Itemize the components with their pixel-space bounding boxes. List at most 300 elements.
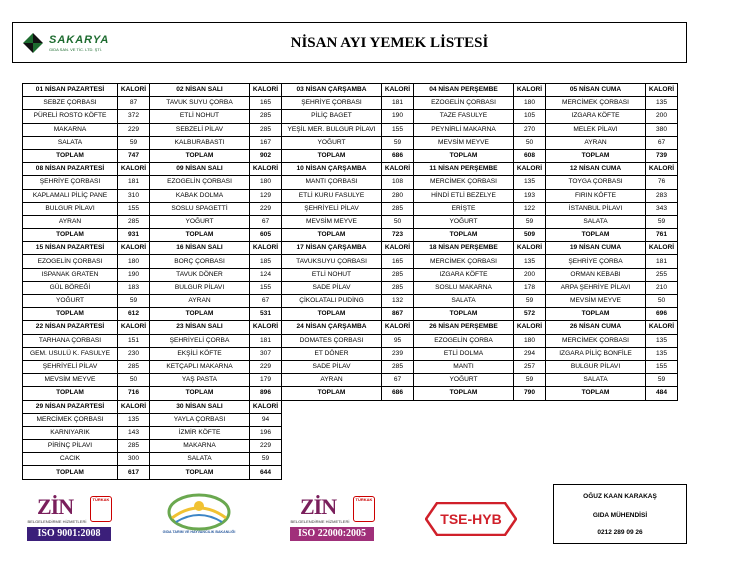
- dish-kalori: 180: [118, 255, 150, 268]
- dish-kalori: 200: [514, 268, 546, 281]
- dish-name: BULGUR PİLAVI: [23, 202, 118, 215]
- total-row: [23, 149, 678, 162]
- dish-name: ERİŞTE: [414, 202, 514, 215]
- total-value: 761: [646, 229, 678, 242]
- kalori-header: KALORİ: [514, 163, 546, 176]
- dish-kalori: 151: [118, 334, 150, 347]
- total-value: 572: [514, 308, 546, 321]
- dish-name: TAZE FASULYE: [414, 110, 514, 123]
- dish-kalori: 181: [250, 334, 282, 347]
- dish-name: MANTI ÇORBASI: [282, 176, 382, 189]
- day-header-row: [23, 321, 678, 334]
- total-value: 484: [646, 387, 678, 400]
- dish-name: IZGARA PİLİÇ BONFİLE: [546, 347, 646, 360]
- empty-cell: [546, 426, 646, 439]
- day-header: 11 NİSAN PERŞEMBE: [414, 163, 514, 176]
- table-row: [23, 176, 678, 189]
- dish-name: AYRAN: [23, 215, 118, 228]
- iso-22000-certificate: [290, 492, 376, 542]
- dish-kalori: 76: [646, 176, 678, 189]
- empty-cell: [546, 453, 646, 466]
- empty-cell: [282, 453, 382, 466]
- dish-name: YOĞURT: [150, 215, 250, 228]
- dish-name: BULGUR PİLAVI: [546, 360, 646, 373]
- dish-name: EZOGELİN ÇORBASI: [414, 97, 514, 110]
- day-header: 10 NİSAN ÇARŞAMBA: [282, 163, 382, 176]
- empty-cell: [382, 413, 414, 426]
- empty-cell: [282, 413, 382, 426]
- kalori-header: KALORİ: [118, 163, 150, 176]
- dish-name: GÜL BÖREĞİ: [23, 281, 118, 294]
- table-row: [23, 189, 678, 202]
- dish-name: CACIK: [23, 453, 118, 466]
- dish-name: ŞEHRİYELİ PİLAV: [23, 360, 118, 373]
- dish-kalori: 343: [646, 202, 678, 215]
- total-label: TOPLAM: [414, 149, 514, 162]
- dish-name: ETLİ NOHUT: [150, 110, 250, 123]
- dish-kalori: 135: [646, 347, 678, 360]
- empty-cell: [546, 400, 646, 413]
- empty-cell: [646, 453, 678, 466]
- dish-name: MEVSİM MEYVE: [282, 215, 382, 228]
- total-row: [23, 229, 678, 242]
- dish-kalori: 95: [382, 334, 414, 347]
- dish-name: MAKARNA: [23, 123, 118, 136]
- day-header: 04 NİSAN PERŞEMBE: [414, 84, 514, 97]
- dish-kalori: 183: [118, 281, 150, 294]
- table-row: [23, 426, 678, 439]
- dish-name: SADE PİLAV: [282, 281, 382, 294]
- total-value: 617: [118, 466, 150, 479]
- total-value: 686: [382, 387, 414, 400]
- empty-cell: [382, 426, 414, 439]
- iso-22000-label: ISO 22000:2005: [290, 527, 374, 541]
- kalori-header: KALORİ: [382, 84, 414, 97]
- dish-name: ISPANAK GRATEN: [23, 268, 118, 281]
- total-label: TOPLAM: [150, 149, 250, 162]
- total-row: [23, 466, 678, 479]
- dish-kalori: 380: [646, 123, 678, 136]
- dish-name: ŞEHRİYE ÇORBASI: [282, 97, 382, 110]
- zin-logo-subtitle: BELGELENDİRME HİZMETLERİ: [290, 519, 350, 524]
- table-row: [23, 268, 678, 281]
- kalori-header: KALORİ: [118, 400, 150, 413]
- zin-logo-subtitle: BELGELENDİRME HİZMETLERİ: [27, 519, 87, 524]
- total-value: 931: [118, 229, 150, 242]
- kalori-header: KALORİ: [646, 321, 678, 334]
- dish-name: HİNDİ ETLİ BEZELYE: [414, 189, 514, 202]
- dish-kalori: 270: [514, 123, 546, 136]
- total-label: TOPLAM: [282, 229, 382, 242]
- dish-name: TAVUKSUYU ÇORBASI: [282, 255, 382, 268]
- day-header: 09 NİSAN SALI: [150, 163, 250, 176]
- dish-name: İSTANBUL PİLAVI: [546, 202, 646, 215]
- dish-kalori: 280: [382, 189, 414, 202]
- dish-kalori: 165: [250, 97, 282, 110]
- dish-kalori: 285: [250, 123, 282, 136]
- kalori-header: KALORİ: [514, 321, 546, 334]
- day-header: 12 NİSAN CUMA: [546, 163, 646, 176]
- total-row: [23, 387, 678, 400]
- total-value: 509: [514, 229, 546, 242]
- dish-kalori: 178: [514, 281, 546, 294]
- day-header: 22 NİSAN PAZARTESİ: [23, 321, 118, 334]
- dish-kalori: 67: [250, 295, 282, 308]
- dish-name: EZOGELİN ÇORBASI: [23, 255, 118, 268]
- dish-kalori: 129: [250, 189, 282, 202]
- dish-name: MERCİMEK ÇORBASI: [414, 255, 514, 268]
- dish-kalori: 59: [646, 215, 678, 228]
- dish-name: YOĞURT: [414, 215, 514, 228]
- total-label: TOPLAM: [23, 308, 118, 321]
- total-label: TOPLAM: [546, 229, 646, 242]
- table-row: [23, 281, 678, 294]
- dish-kalori: 143: [118, 426, 150, 439]
- total-row: [23, 308, 678, 321]
- empty-cell: [414, 453, 514, 466]
- empty-cell: [414, 400, 514, 413]
- dish-name: SALATA: [546, 215, 646, 228]
- dish-kalori: 230: [118, 347, 150, 360]
- total-label: TOPLAM: [282, 387, 382, 400]
- dish-kalori: 94: [250, 413, 282, 426]
- dish-kalori: 155: [646, 360, 678, 373]
- dish-kalori: 59: [646, 374, 678, 387]
- dish-name: KARNIYARIK: [23, 426, 118, 439]
- dish-kalori: 155: [250, 281, 282, 294]
- dish-kalori: 229: [250, 360, 282, 373]
- iso-9001-certificate: [27, 492, 113, 542]
- dish-kalori: 67: [382, 374, 414, 387]
- dish-name: PİRİNÇ PİLAVI: [23, 440, 118, 453]
- dish-kalori: 283: [646, 189, 678, 202]
- empty-cell: [546, 413, 646, 426]
- dish-name: BORÇ ÇORBASI: [150, 255, 250, 268]
- kalori-header: KALORİ: [514, 242, 546, 255]
- dish-kalori: 196: [250, 426, 282, 439]
- turkak-badge: TÜRKAK: [90, 496, 112, 522]
- dish-kalori: 285: [118, 215, 150, 228]
- header-box: [12, 22, 687, 63]
- day-header-row: [23, 242, 678, 255]
- day-header: 17 NİSAN ÇARŞAMBA: [282, 242, 382, 255]
- dish-name: PİLİÇ BAGET: [282, 110, 382, 123]
- dish-kalori: 300: [118, 453, 150, 466]
- empty-cell: [514, 413, 546, 426]
- day-header: 01 NİSAN PAZARTESİ: [23, 84, 118, 97]
- total-value: 696: [646, 308, 678, 321]
- dish-kalori: 59: [250, 453, 282, 466]
- total-label: TOPLAM: [150, 308, 250, 321]
- dish-kalori: 285: [250, 110, 282, 123]
- day-header: 03 NİSAN ÇARŞAMBA: [282, 84, 382, 97]
- kalori-header: KALORİ: [646, 163, 678, 176]
- total-value: 902: [250, 149, 282, 162]
- dish-name: ŞEHRİYELİ PİLAV: [282, 202, 382, 215]
- total-label: TOPLAM: [414, 308, 514, 321]
- empty-cell: [646, 400, 678, 413]
- total-value: 896: [250, 387, 282, 400]
- dish-name: EKŞİLİ KÖFTE: [150, 347, 250, 360]
- total-label: TOPLAM: [150, 387, 250, 400]
- empty-cell: [382, 440, 414, 453]
- dish-kalori: 59: [514, 295, 546, 308]
- dish-kalori: 285: [382, 360, 414, 373]
- dish-name: ORMAN KEBABI: [546, 268, 646, 281]
- total-value: 531: [250, 308, 282, 321]
- empty-cell: [646, 426, 678, 439]
- dish-kalori: 105: [514, 110, 546, 123]
- dish-kalori: 190: [382, 110, 414, 123]
- total-label: TOPLAM: [546, 387, 646, 400]
- table-row: [23, 360, 678, 373]
- total-label: TOPLAM: [282, 149, 382, 162]
- day-header: 29 NİSAN PAZARTESİ: [23, 400, 118, 413]
- dish-name: IZGARA KÖFTE: [546, 110, 646, 123]
- dish-kalori: 132: [382, 295, 414, 308]
- total-label: TOPLAM: [23, 229, 118, 242]
- dish-kalori: 294: [514, 347, 546, 360]
- contact-phone: 0212 289 09 26: [597, 529, 643, 536]
- dish-kalori: 255: [646, 268, 678, 281]
- dish-kalori: 285: [382, 281, 414, 294]
- dish-kalori: 135: [646, 97, 678, 110]
- dish-kalori: 135: [118, 413, 150, 426]
- dish-name: SALATA: [546, 374, 646, 387]
- total-value: 608: [514, 149, 546, 162]
- table-row: [23, 255, 678, 268]
- logo-subtitle: GIDA SAN. VE TİC. LTD. ŞTİ.: [49, 47, 102, 52]
- tse-hyb-logo: [425, 502, 517, 536]
- dish-kalori: 67: [646, 136, 678, 149]
- empty-cell: [514, 466, 546, 479]
- dish-name: DOMATES ÇORBASI: [282, 334, 382, 347]
- day-header: 30 NİSAN SALI: [150, 400, 250, 413]
- table-row: [23, 215, 678, 228]
- dish-kalori: 87: [118, 97, 150, 110]
- dish-kalori: 59: [514, 215, 546, 228]
- dish-kalori: 257: [514, 360, 546, 373]
- dish-name: ŞEHRİYELİ ÇORBA: [150, 334, 250, 347]
- contact-box: [553, 484, 687, 544]
- dish-name: KABAK DOLMA: [150, 189, 250, 202]
- dish-name: KETÇAPLI MAKARNA: [150, 360, 250, 373]
- empty-cell: [414, 466, 514, 479]
- dish-name: ETLİ NOHUT: [282, 268, 382, 281]
- kalori-header: KALORİ: [250, 242, 282, 255]
- dish-name: YOĞURT: [282, 136, 382, 149]
- dish-kalori: 190: [118, 268, 150, 281]
- dish-name: SADE PİLAV: [282, 360, 382, 373]
- empty-cell: [646, 413, 678, 426]
- empty-cell: [514, 440, 546, 453]
- tse-hyb-label: TSE-HYB: [440, 511, 502, 527]
- ministry-name: GIDA TARIM VE HAYVANCILIK BAKANLIĞI: [162, 530, 236, 534]
- dish-kalori: 124: [250, 268, 282, 281]
- dish-kalori: 239: [382, 347, 414, 360]
- dish-kalori: 285: [382, 202, 414, 215]
- total-value: 739: [646, 149, 678, 162]
- dish-kalori: 285: [118, 440, 150, 453]
- dish-name: SEBZELİ PİLAV: [150, 123, 250, 136]
- dish-name: AYRAN: [282, 374, 382, 387]
- empty-cell: [414, 440, 514, 453]
- dish-name: KALBURABASTI: [150, 136, 250, 149]
- dish-name: ŞEHRİYE ÇORBASI: [23, 176, 118, 189]
- dish-name: FIRIN KÖFTE: [546, 189, 646, 202]
- empty-cell: [282, 466, 382, 479]
- dish-name: ETLİ DOLMA: [414, 347, 514, 360]
- kalori-header: KALORİ: [514, 84, 546, 97]
- table-row: [23, 440, 678, 453]
- table-row: [23, 110, 678, 123]
- iso-9001-label: ISO 9001:2008: [27, 527, 111, 541]
- day-header: 08 NİSAN PAZARTESİ: [23, 163, 118, 176]
- day-header: 05 NİSAN CUMA: [546, 84, 646, 97]
- total-value: 605: [250, 229, 282, 242]
- table-row: [23, 334, 678, 347]
- dish-kalori: 50: [382, 215, 414, 228]
- dish-kalori: 135: [646, 334, 678, 347]
- dish-name: MELEK PİLAVI: [546, 123, 646, 136]
- dish-name: SALATA: [23, 136, 118, 149]
- dish-name: İZMİR KÖFTE: [150, 426, 250, 439]
- dish-kalori: 50: [118, 374, 150, 387]
- table-row: [23, 97, 678, 110]
- day-header: 15 NİSAN PAZARTESİ: [23, 242, 118, 255]
- empty-cell: [414, 426, 514, 439]
- kalori-header: KALORİ: [382, 242, 414, 255]
- dish-name: MERCİMEK ÇORBASI: [546, 97, 646, 110]
- total-label: TOPLAM: [546, 149, 646, 162]
- empty-cell: [382, 466, 414, 479]
- dish-name: TAVUK SUYU ÇORBA: [150, 97, 250, 110]
- empty-cell: [382, 400, 414, 413]
- dish-name: YEŞİL MER. BULGUR PİLAVI: [282, 123, 382, 136]
- dish-kalori: 310: [118, 189, 150, 202]
- dish-name: SALATA: [150, 453, 250, 466]
- day-header: 24 NİSAN ÇARŞAMBA: [282, 321, 382, 334]
- empty-cell: [546, 440, 646, 453]
- dish-kalori: 165: [382, 255, 414, 268]
- dish-name: ETLİ KURU FASULYE: [282, 189, 382, 202]
- total-value: 867: [382, 308, 414, 321]
- total-value: 686: [382, 149, 414, 162]
- page-title: NİSAN AYI YEMEK LİSTESİ: [290, 35, 489, 51]
- kalori-header: KALORİ: [250, 84, 282, 97]
- dish-name: AYRAN: [546, 136, 646, 149]
- empty-cell: [282, 400, 382, 413]
- kalori-header: KALORİ: [118, 321, 150, 334]
- dish-kalori: 229: [250, 202, 282, 215]
- total-label: TOPLAM: [414, 229, 514, 242]
- dish-kalori: 180: [250, 176, 282, 189]
- dish-kalori: 50: [514, 136, 546, 149]
- dish-name: IZGARA KÖFTE: [414, 268, 514, 281]
- dish-name: PÜRELİ ROSTO KÖFTE: [23, 110, 118, 123]
- total-value: 790: [514, 387, 546, 400]
- empty-cell: [514, 400, 546, 413]
- table-row: [23, 413, 678, 426]
- dish-name: YOĞURT: [23, 295, 118, 308]
- kalori-header: KALORİ: [118, 242, 150, 255]
- menu-table: [22, 83, 678, 480]
- day-header: 23 NİSAN SALI: [150, 321, 250, 334]
- dish-kalori: 179: [250, 374, 282, 387]
- total-value: 716: [118, 387, 150, 400]
- dish-kalori: 155: [118, 202, 150, 215]
- dish-kalori: 108: [382, 176, 414, 189]
- dish-kalori: 193: [514, 189, 546, 202]
- ministry-logo: [160, 492, 238, 542]
- dish-name: TARHANA ÇORBASI: [23, 334, 118, 347]
- dish-name: SALATA: [414, 295, 514, 308]
- dish-kalori: 59: [118, 136, 150, 149]
- total-label: TOPLAM: [546, 308, 646, 321]
- total-value: 644: [250, 466, 282, 479]
- kalori-header: KALORİ: [646, 242, 678, 255]
- kalori-header: KALORİ: [118, 84, 150, 97]
- day-header: 26 NİSAN PERŞEMBE: [414, 321, 514, 334]
- dish-name: BULGUR PİLAVI: [150, 281, 250, 294]
- dish-kalori: 181: [118, 176, 150, 189]
- zin-logo-text: ZİN: [37, 494, 74, 519]
- dish-kalori: 59: [514, 374, 546, 387]
- table-row: [23, 123, 678, 136]
- dish-kalori: 200: [646, 110, 678, 123]
- dish-name: TAVUK DÖNER: [150, 268, 250, 281]
- dish-name: MANTI: [414, 360, 514, 373]
- empty-cell: [282, 440, 382, 453]
- dish-kalori: 59: [382, 136, 414, 149]
- dish-kalori: 59: [118, 295, 150, 308]
- ministry-emblem-icon: [160, 492, 238, 542]
- dish-kalori: 285: [118, 360, 150, 373]
- kalori-header: KALORİ: [646, 84, 678, 97]
- dish-name: SOSLU SPAGETTİ: [150, 202, 250, 215]
- empty-cell: [282, 426, 382, 439]
- dish-name: EZOGELİN ÇORBA: [414, 334, 514, 347]
- day-header: 19 NİSAN CUMA: [546, 242, 646, 255]
- total-label: TOPLAM: [23, 466, 118, 479]
- dish-name: MAKARNA: [150, 440, 250, 453]
- total-label: TOPLAM: [23, 149, 118, 162]
- dish-name: PEYNİRLİ MAKARNA: [414, 123, 514, 136]
- kalori-header: KALORİ: [382, 163, 414, 176]
- total-value: 612: [118, 308, 150, 321]
- turkak-badge: TÜRKAK: [353, 496, 375, 522]
- dish-name: MEVSİM MEYVE: [546, 295, 646, 308]
- day-header: 26 NİSAN CUMA: [546, 321, 646, 334]
- dish-name: MEVSİM MEYVE: [414, 136, 514, 149]
- dish-name: MEVSİM MEYVE: [23, 374, 118, 387]
- empty-cell: [646, 440, 678, 453]
- dish-name: MERCİMEK ÇORBASI: [414, 176, 514, 189]
- logo-brand: SAKARYA: [49, 34, 110, 46]
- empty-cell: [514, 453, 546, 466]
- dish-name: YOĞURT: [414, 374, 514, 387]
- dish-name: GEM. USULÜ K. FASULYE: [23, 347, 118, 360]
- dish-kalori: 50: [646, 295, 678, 308]
- total-value: 723: [382, 229, 414, 242]
- total-label: TOPLAM: [414, 387, 514, 400]
- dish-name: MERCİMEK ÇORBASI: [546, 334, 646, 347]
- dish-name: YAYLA ÇORBASI: [150, 413, 250, 426]
- table-row: [23, 374, 678, 387]
- kalori-header: KALORİ: [250, 400, 282, 413]
- day-header: 18 NİSAN PERŞEMBE: [414, 242, 514, 255]
- dish-name: SOSLU MAKARNA: [414, 281, 514, 294]
